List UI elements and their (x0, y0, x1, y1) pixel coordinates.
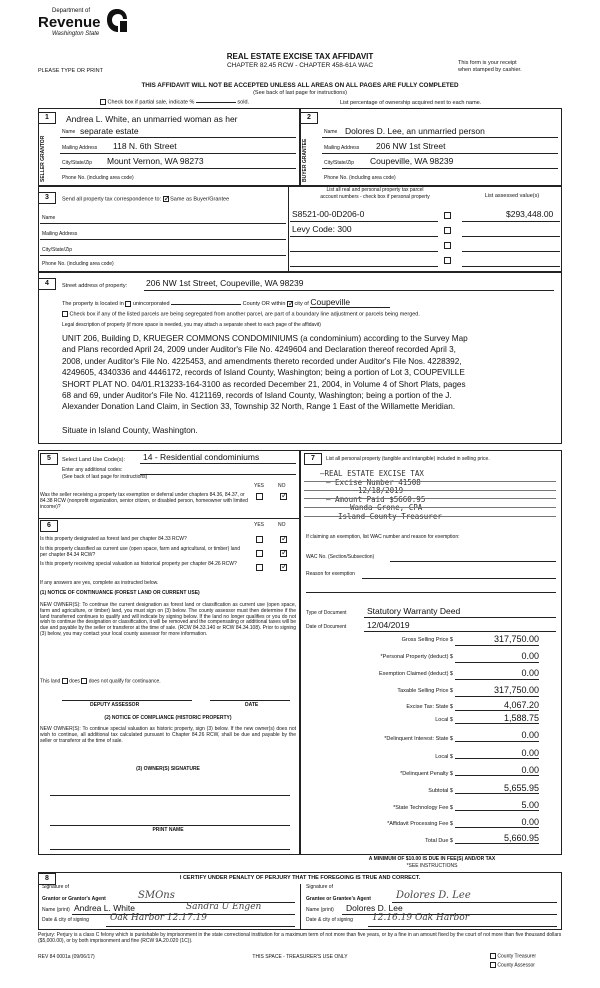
street-address[interactable]: 206 NW 1st Street, Coupeville, WA 98239 (146, 278, 304, 288)
exempt-yes-checkbox[interactable] (256, 493, 263, 500)
doc-date[interactable]: 12/04/2019 (367, 620, 410, 630)
stamp-line: Wanda Grone, CPA (350, 503, 423, 512)
seller-name-line1[interactable]: Andrea L. White, an unmarried woman as her (66, 114, 238, 124)
list-personal-property: List all personal property (tangible and intangible) included in selling price. (326, 456, 490, 462)
legal-line: UNIT 206, Building D, KRUEGER COMMONS CONDOMINIUMS (a condominium) according to the Survey Map (62, 334, 468, 343)
seller-phone-label: Phone No. (including area code) (62, 175, 134, 181)
s3-addr-label: Mailing Address (42, 231, 78, 237)
calc-label-subtotal: Subtotal $ (428, 788, 453, 794)
county-treasurer-row (490, 953, 536, 960)
calc-value-subtotal[interactable]: 5,655.95 (503, 783, 539, 793)
warning-text: THIS AFFIDAVIT WILL NOT BE ACCEPTED UNLESS ALL AREAS ON ALL PAGES ARE FULLY COMPLETED (141, 82, 459, 89)
seller-city-label: City/State/Zip (62, 160, 93, 166)
calc-label-exemption: Exemption Claimed (deduct) $ (379, 671, 453, 677)
minimum-due-text: A MINIMUM OF $10.00 IS DUE IN FEE(S) AND/OR TAX (368, 856, 496, 862)
assessed-head: List assessed value(s) (484, 193, 540, 199)
stamp-line: — Excise Number 41508 (326, 477, 421, 487)
county-assessor-label: County Assessor (497, 962, 535, 969)
calc-label-excise-local: Local $ (435, 717, 453, 723)
partial-sale-label: Check box if partial sale, indicate % (107, 99, 195, 106)
doc-type[interactable]: Statutory Warranty Deed (367, 606, 461, 616)
same-as-buyer-label: Same as Buyer/Grantee (170, 196, 230, 203)
grantee-name[interactable]: Dolores D. Lee (346, 903, 403, 913)
wac-label: WAC No. (Section/Subsection) (306, 554, 375, 560)
forest-yes-checkbox[interactable] (256, 536, 263, 543)
calc-value-interest-local[interactable]: 0.00 (521, 748, 539, 758)
situate-text: Situate in Island County, Washington. (62, 425, 198, 435)
calc-value-excise-state[interactable]: 4,067.20 (503, 700, 539, 710)
historical-no-checkbox[interactable] (280, 564, 287, 571)
historical-yes-checkbox[interactable] (256, 564, 263, 571)
calc-value-interest-state[interactable]: 0.00 (521, 730, 539, 740)
calc-value-exemption[interactable]: 0.00 (521, 668, 539, 678)
grantor-signature[interactable]: SMOns (138, 890, 175, 901)
segregating-row (62, 311, 552, 318)
street-address-label: Street address of property: (62, 283, 128, 289)
legal-line: 2008, under Auditor's File No. 4225453, and amendments thereto recorded under Auditor's File Nos. 4228392, (62, 356, 462, 366)
calc-label-interest-state: *Delinquent Interest: State $ (384, 736, 453, 742)
does-not-label: does not qualify for continuance. (88, 678, 161, 685)
seller-name-line2[interactable]: separate estate (80, 126, 139, 136)
grantor-agent-label: Grantor or Grantor's Agent (42, 896, 106, 902)
legal-description[interactable] (62, 333, 557, 436)
deputy-date-label: DATE (245, 702, 259, 708)
legal-line: 68 and 69, under Auditor's File No. 4121169, records of Island County, Washington; being a portion of the J. (62, 391, 452, 401)
this-land-label: This land (40, 678, 61, 685)
partial-percent-field[interactable] (196, 102, 236, 103)
calc-label-total: Total Due $ (425, 838, 453, 844)
doc-date-label: Date of Document (306, 624, 347, 630)
parcel-head-1: List all real and personal property tax parcel (326, 187, 424, 193)
s6-no-head: NO (278, 522, 286, 528)
buyer-city[interactable]: Coupeville, WA 98239 (370, 156, 454, 166)
segregating-label: Check box if any of the listed parcels are being segregated from another parcel, are part of a boundary line adjustment or parcels being merged. (69, 311, 420, 318)
revenue-logo-icon (106, 8, 128, 34)
grantee-name-label: Name (print) (306, 907, 334, 913)
qualify-row (40, 678, 161, 685)
city-of-label: city of (294, 301, 309, 307)
property-location-row (62, 298, 390, 308)
land-use-code[interactable]: 14 - Residential condominiums (143, 452, 260, 462)
perjury-text: Perjury: Perjury is a class C felony which is punishable by imprisonment in the state correctional institution for a maximum term of not more than five years, or by a fine in an amount fixed by the court of not more than five thousand dollars ($5,000.00), or by both imprisonment and fine (RCW 9A.20.020 (1C)). (38, 932, 562, 944)
s3-name-label: Name (42, 215, 56, 221)
buyer-name[interactable]: Dolores D. Lee, an unmarried person (345, 126, 485, 136)
send-correspondence (62, 196, 229, 203)
parcel-3-personal-checkbox[interactable] (444, 242, 451, 249)
buyer-name-label: Name (324, 129, 338, 135)
certify-text: I CERTIFY UNDER PENALTY OF PERJURY THAT THE FOREGOING IS TRUE AND CORRECT. (179, 875, 421, 881)
s3-city-label: City/State/Zip (42, 247, 73, 253)
form-revision: REV 84 0001a (09/06/17) (38, 954, 95, 960)
receipt-note-2: when stamped by cashier. (458, 67, 522, 73)
county-or-within-label: County OR within (242, 301, 286, 307)
receipt-note-1: This form is your receipt (458, 60, 517, 66)
buyer-side-label: BUYER GRANTEE (302, 138, 308, 182)
county-treasurer-checkbox[interactable] (490, 953, 496, 959)
sold-label: sold. (237, 99, 250, 106)
calc-value-penalty[interactable]: 0.00 (521, 765, 539, 775)
percent-note: List percentage of ownership acquired next to each name. (340, 100, 482, 106)
buyer-addr-label: Mailing Address (324, 145, 360, 151)
additional-codes-label: Enter any additional codes: (62, 467, 123, 473)
current-use-yes-checkbox[interactable] (256, 550, 263, 557)
see-back-text: (See back of last page for instructions) (253, 90, 347, 96)
form-title: REAL ESTATE EXCISE TAX AFFIDAVIT (226, 52, 374, 61)
please-type: PLEASE TYPE OR PRINT (38, 68, 104, 74)
legal-line: Alexander Donation Land Claim, in Section 33, Township 32 North, Range 1 East of the Willamette Meridian. (62, 402, 456, 412)
calc-value-gross[interactable]: 317,750.00 (493, 634, 539, 644)
calc-value-excise-local[interactable]: 1,588.75 (503, 713, 539, 723)
same-as-buyer-checkbox[interactable] (163, 196, 169, 202)
section-7-number: 7 (304, 453, 322, 465)
section-4-number: 4 (38, 278, 56, 290)
section-3-number: 3 (38, 192, 56, 204)
calc-label-penalty: *Delinquent Penalty $ (400, 771, 453, 777)
doc-type-label: Type of Document (306, 610, 347, 616)
city-of-checkbox[interactable] (287, 301, 293, 307)
stamp-line: Island County Treasurer (338, 511, 442, 521)
treasurer-stamp (320, 470, 520, 521)
county-assessor-row (490, 962, 535, 969)
does-checkbox[interactable] (62, 678, 68, 684)
calc-value-total[interactable]: 5,660.95 (503, 833, 539, 843)
county-treasurer-label: County Treasurer (497, 953, 537, 960)
does-label: does (69, 678, 80, 685)
grantee-date-city[interactable]: 12.16.19 Oak Harbor (372, 913, 469, 923)
grantee-sig-of-label: Signature of (306, 884, 333, 890)
see-instructions-text: *SEE INSTRUCTIONS (406, 863, 458, 869)
logo-state-text: Washington State (52, 31, 100, 37)
seller-address[interactable]: 118 N. 6th Street (113, 141, 177, 151)
section-1-number: 1 (38, 112, 56, 124)
grantor-signature-2[interactable]: Sandra U Engen (186, 902, 262, 912)
forest-question: Is this property designated as forest land per chapter 84.33 RCW? (40, 536, 187, 542)
section5-see-back: (See back of last page for instructions) (62, 474, 148, 480)
calc-label-interest-local: Local $ (435, 754, 453, 760)
segregating-checkbox[interactable] (62, 311, 68, 317)
current-use-no-checkbox[interactable] (280, 550, 287, 557)
notice2-title: (2) NOTICE OF COMPLIANCE (HISTORIC PROPERTY) (104, 715, 232, 721)
parcel-1-personal-checkbox[interactable] (444, 212, 451, 219)
form-chapter: CHAPTER 82.45 RCW - CHAPTER 458-61A WAC (226, 62, 374, 69)
unincorporated-checkbox[interactable] (125, 301, 131, 307)
grantor-name-label: Name (print) (42, 907, 70, 913)
current-use-question: Is this property classified as current use (open space, farm and agricultural, or timber) land per chapter 84.34 RCW? (40, 546, 241, 558)
notice1-title: (1) NOTICE OF CONTINUANCE (FOREST LAND OR CURRENT USE) (40, 590, 200, 596)
notice1-text: NEW OWNER(S): To continue the current designation as forest land or classification as current use (open space, farm and agriculture, or timber) land, you must sign on (3) below. The county assessor must then determine if the land transferred continues to qualify and will indicate by signing below. If the land no longer qualifies or you do not wish to continue the designation or classification, it will be removed and the compensating or additional taxes will be due and payable by the seller or transferor at the time of sale. (RCW 84.33.140 or RCW 84.34.108). Prior to signing (3) below, you may contact your local county assessor for more information. (40, 602, 296, 637)
calc-label-personal: *Personal Property (deduct) $ (380, 654, 453, 660)
land-use-label: Select Land Use Code(s): (62, 457, 125, 463)
if-yes-text: If any answers are yes, complete as instructed below. (40, 580, 159, 586)
seller-name-label: Name (62, 129, 76, 135)
treasurer-use-only: THIS SPACE - TREASURER'S USE ONLY (252, 954, 348, 960)
historical-question: Is this property receiving special valuation as historical property per chapter 84.26 RCW? (40, 561, 237, 567)
calc-value-taxable[interactable]: 317,750.00 (493, 685, 539, 695)
stamp-line: —REAL ESTATE EXCISE TAX (320, 469, 424, 478)
grantor-name[interactable]: Andrea L. White (74, 903, 135, 913)
parcel-4-personal-checkbox[interactable] (444, 257, 451, 264)
logo-dept-text: Department of (52, 8, 91, 14)
unincorporated-label: unincorporated (132, 301, 170, 307)
print-name-label: PRINT NAME (152, 827, 184, 833)
buyer-address[interactable]: 206 NW 1st Street (376, 141, 446, 151)
calc-value-technology[interactable]: 5.00 (521, 800, 539, 810)
does-not-checkbox[interactable] (81, 678, 87, 684)
property-city[interactable]: Coupeville (310, 297, 390, 308)
stamp-line: 12/18/2019 (358, 486, 404, 495)
s3-phone-label: Phone No. (including area code) (42, 261, 114, 267)
legal-line: and Plans recorded April 24, 2009 under Auditor's File No. 4249604 and Declaration thereof recorded April 3, (62, 345, 456, 355)
located-in-label: The property is located in (62, 301, 124, 307)
owner-signature-label: (3) OWNER(S) SIGNATURE (136, 766, 200, 772)
partial-sale-row (100, 99, 300, 106)
seller-addr-label: Mailing Address (62, 145, 98, 151)
grantor-date-label: Date & city of signing (42, 917, 89, 923)
legal-line: SHORT PLAT NO. 04/01.R13233-164-3100 as recorded December 21, 2004, in Volume 4 of Short Plats, pages (62, 379, 466, 389)
s5-yes-head: YES (254, 483, 265, 489)
claiming-exemption: If claiming an exemption, list WAC number and reason for exemption: (306, 534, 460, 540)
forest-no-checkbox[interactable] (280, 536, 287, 543)
grantor-date-city[interactable]: Oak Harbor 12.17.19 (110, 913, 207, 923)
legal-description-label: Legal description of property (if more space is needed, you may attach a separate sheet to each page of the affidavit) (62, 322, 321, 328)
calc-label-technology: *State Technology Fee $ (393, 805, 453, 811)
levy-code[interactable]: Levy Code: 300 (292, 224, 352, 234)
s5-no-head: NO (278, 483, 286, 489)
notice2-text: NEW OWNER(S): To continue special valuation as historic property, sign (3) below. If the new owner(s) does not wish to continue, all additional tax calculated pursuant to Chapter 84.26 RCW, shall be due and payable by the seller or transferor at the time of sale. (40, 726, 296, 744)
buyer-city-label: City/State/Zip (324, 160, 355, 166)
grantor-sig-of-label: Signature of (42, 884, 69, 890)
parcel-2-personal-checkbox[interactable] (444, 227, 451, 234)
exempt-no-checkbox[interactable] (280, 493, 287, 500)
parcel-number-1[interactable]: S8521-00-0D206-0 (292, 209, 365, 219)
grantee-signature[interactable]: Dolores D. Lee (396, 890, 471, 901)
s6-yes-head: YES (254, 522, 265, 528)
grantee-agent-label: Grantee or Grantee's Agent (306, 896, 371, 902)
calc-value-processing[interactable]: 0.00 (521, 817, 539, 827)
parcel-head-2: account numbers - check box if personal property (320, 194, 430, 200)
logo-revenue-text: Revenue (38, 14, 101, 31)
exemption-question: Was the seller receiving a property tax exemption or deferral under chapters 84.36, 84.37, or 84.38 RCW (nonprofit organization, senior citizen, or disabled person, homeowner with limited income)? (40, 492, 248, 510)
section-5-number: 5 (40, 453, 58, 465)
county-assessor-checkbox[interactable] (490, 962, 496, 968)
send-correspondence-label: Send all property tax correspondence to: (62, 196, 162, 203)
assessed-value-1[interactable]: $293,448.00 (506, 209, 554, 219)
legal-line: 4249605, 4340336 and 4446172, records of Island County, Washington; being a portion of Lot 3, COUPEVILLE (62, 368, 465, 378)
section-2-number: 2 (300, 112, 318, 124)
calc-label-excise-state: Excise Tax: State $ (406, 704, 453, 710)
section-6-number: 6 (40, 520, 58, 532)
deputy-assessor-label: DEPUTY ASSESSOR (90, 702, 140, 708)
calc-label-gross: Gross Selling Price $ (401, 637, 453, 643)
section-8-number: 8 (38, 873, 56, 885)
reason-label: Reason for exemption (306, 571, 355, 577)
calc-label-taxable: Taxable Selling Price $ (397, 688, 453, 694)
seller-city[interactable]: Mount Vernon, WA 98273 (107, 156, 204, 166)
dept-logo (38, 8, 128, 48)
grantee-date-label: Date & city of signing (306, 917, 353, 923)
calc-label-processing: *Affidavit Processing Fee $ (387, 821, 453, 827)
seller-side-label: SELLER GRANTOR (40, 135, 46, 182)
buyer-phone-label: Phone No. (including area code) (324, 175, 396, 181)
stamp-line: — Amount Paid $5660.95 (326, 494, 426, 504)
calc-value-personal[interactable]: 0.00 (521, 651, 539, 661)
partial-sale-checkbox[interactable] (100, 99, 106, 105)
